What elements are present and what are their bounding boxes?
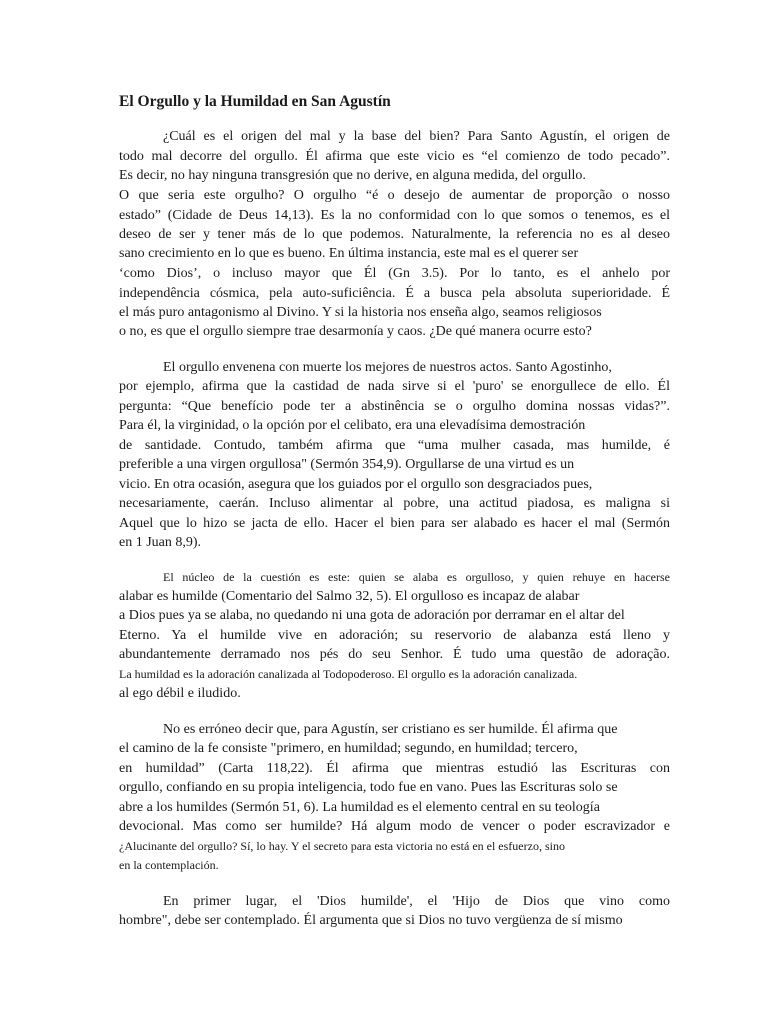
text-line: No es erróneo decir que, para Agustín, ser cristiano es ser humilde. Él afirma que	[163, 722, 618, 737]
text-line: preferible a una virgen orgullosa" (Sermón 354,9). Orgullarse de una virtud es un	[119, 457, 575, 472]
text-line: abundantemente derramado nos pés do seu Senhor. É tudo uma questão de adoração.	[119, 647, 670, 662]
text-line: Para él, la virginidad, o la opción por el celibato, era una elevadísima demostración	[119, 418, 586, 433]
text-line: por ejemplo, afirma que la castidad de nada sirve si el 'puro' se enorgullece de ello. Él	[119, 379, 670, 394]
text-line: Aquel que lo hizo se jacta de ello. Hacer el bien para ser alabado es hacer el mal (Sermón	[119, 516, 670, 531]
text-line: sano crecimiento en lo que es bueno. En última instancia, este mal es el querer ser	[119, 246, 579, 261]
text-line: La humildad es la adoración canalizada al Todopoderoso. El orgullo es la adoración canalizada.	[119, 667, 578, 681]
text-line: Es decir, no hay ninguna transgresión que no derive, en alguna medida, del orgullo.	[119, 168, 586, 183]
text-line: al ego débil e iludido.	[119, 686, 241, 701]
text-line: abre a los humildes (Sermón 51, 6). La humildad es el elemento central en su teología	[119, 800, 600, 815]
text-line: El orgullo envenena con muerte los mejores de nuestros actos. Santo Agostinho,	[163, 360, 612, 375]
text-line: estado” (Cidade de Deus 14,13). Es la no conformidad con lo que somos o tenemos, es el	[119, 208, 670, 223]
text-line: necesariamente, caerán. Incluso alimentar al pobre, una actitud piadosa, es maligna si	[119, 496, 670, 511]
text-line: o no, es que el orgullo siempre trae desarmonía y caos. ¿De qué manera ocurre esto?	[119, 324, 592, 339]
text-line: el más puro antagonismo al Divino. Y si la historia nos enseña algo, seamos religiosos	[119, 305, 602, 320]
text-line: alabar es humilde (Comentario del Salmo 32, 5). El orgulloso es incapaz de alabar	[119, 589, 580, 604]
text-line: en la contemplación.	[119, 858, 219, 872]
text-line: vicio. En otra ocasión, asegura que los guiados por el orgullo son desgraciados pues,	[119, 477, 593, 492]
text-line: devocional. Mas como ser humilde? Há algum modo de vencer o poder escravizador e	[119, 819, 670, 834]
text-line: de santidade. Contudo, também afirma que “uma mulher casada, mas humilde, é	[119, 438, 670, 453]
text-line: orgullo, confiando en su propia inteligencia, todo fue en vano. Pues las Escrituras solo se	[119, 780, 618, 795]
text-line: ¿Cuál es el origen del mal y la base del bien? Para Santo Agustín, el origen de	[163, 129, 670, 144]
text-line: hombre", debe ser contemplado. Él argumenta que si Dios no tuvo vergüenza de sí mismo	[119, 913, 623, 928]
text-line: deseo de ser y tener más de lo que podemos. Naturalmente, la referencia no es al deseo	[119, 227, 670, 242]
text-line: O que seria este orgulho? O orgulho “é o desejo de aumentar de proporção o nosso	[119, 188, 670, 203]
text-line: En primer lugar, el 'Dios humilde', el 'Hijo de Dios que vino como	[163, 894, 670, 909]
text-line: independência cósmica, pela auto-suficiência. É a busca pela absoluta superioridade. É	[119, 286, 670, 301]
text-line: en humildad” (Carta 118,22). Él afirma que mientras estudió las Escrituras con	[119, 761, 670, 776]
text-line: ‘como Dios’, o incluso mayor que Él (Gn 3.5). Por lo tanto, es el anhelo por	[119, 266, 670, 281]
text-line: ¿Alucinante del orgullo? Sí, lo hay. Y el secreto para esta victoria no está en el esfuerzo, sino	[119, 839, 565, 853]
text-line: El núcleo de la cuestión es este: quien se alaba es orgulloso, y quien rehuye en hacerse	[163, 570, 670, 584]
text-line: Eterno. Ya el humilde vive en adoración; su reservorio de alabanza está lleno y	[119, 628, 670, 643]
document-title: El Orgullo y la Humildad en San Agustín	[119, 93, 391, 110]
text-line: todo mal decorre del orgullo. Él afirma que este vicio es “el comienzo de todo pecado”.	[119, 149, 670, 164]
text-line: el camino de la fe consiste "primero, en humildad; segundo, en humildad; tercero,	[119, 741, 578, 756]
text-line: en 1 Juan 8,9).	[119, 535, 202, 550]
text-line: pergunta: “Que benefício pode ter a abstinência se o orgulho domina nossas vidas?”.	[119, 399, 670, 414]
text-line: a Dios pues ya se alaba, no quedando ni una gota de adoración por derramar en el altar del	[119, 608, 625, 623]
